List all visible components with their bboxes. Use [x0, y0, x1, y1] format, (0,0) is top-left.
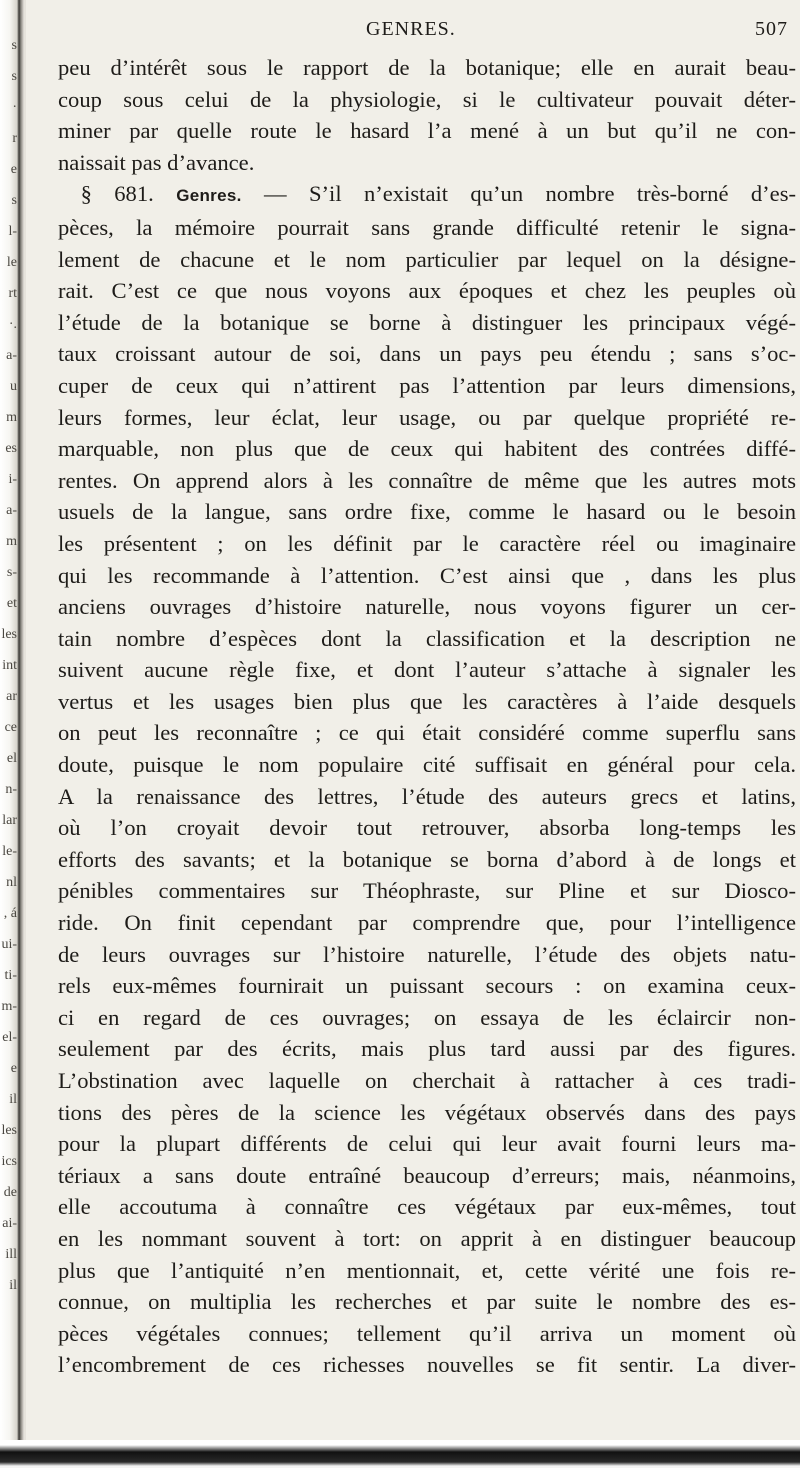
gutter-fragment: et [6, 596, 17, 611]
gutter-fragment: a- [6, 503, 17, 518]
text-line: — S’il n’existait qu’un nombre très-borné d’es- [263, 181, 797, 207]
gutter-fragment: m [6, 410, 17, 425]
text-line: tions des pères de la science les végétaux observés dans des pays [58, 1099, 796, 1125]
gutter-fragment: int [2, 658, 17, 673]
gutter-fragment: rt [8, 286, 17, 301]
page-number: 507 [755, 18, 788, 40]
text-line: pèces végétales connues; tellement qu’il arriva un moment où [58, 1320, 796, 1346]
gutter-fragment: m- [1, 999, 17, 1014]
gutter-fragment: l- [8, 224, 17, 239]
text-line: A la renaissance des lettres, l’étude des auteurs grecs et latins, [58, 783, 796, 809]
text-line: elle accoutuma à connaître ces végétaux par eux-mêmes, tout [58, 1194, 796, 1220]
gutter-fragment: s [11, 193, 17, 208]
text-line: plus que l’antiquité n’en mentionnait, et, cette vérité une fois re- [58, 1257, 796, 1283]
gutter-fragment: e [10, 162, 17, 177]
running-header [58, 12, 796, 52]
text-line: l’étude de la botanique se borne à distinguer les principaux végé- [58, 309, 796, 335]
text-line: tain nombre d’espèces dont la classification et la description ne [58, 625, 796, 651]
gutter-fragment: les [1, 627, 17, 642]
gutter-fragment: nl [6, 875, 17, 890]
text-line: doute, puisque le nom populaire cité suffisait en général pour cela. [58, 752, 796, 778]
text-line: taux croissant autour de soi, dans un pays peu étendu ; sans s’oc- [58, 341, 796, 367]
section-number: § 681. [80, 181, 154, 207]
text-line: coup sous celui de la physiologie, si le cultivateur pouvait déter- [58, 86, 796, 112]
gutter-fragment: s- [6, 565, 17, 580]
text-line: rait. C’est ce que nous voyons aux époques et chez les peuples où [58, 278, 796, 304]
gutter-fragment: s [11, 38, 17, 53]
text-line: en les nommant souvent à tort: on apprit à en distinguer beaucoup [58, 1225, 796, 1251]
text-line: miner par quelle route le hasard l’a mené à un but qu’il ne con- [58, 118, 796, 144]
text-line: anciens ouvrages d’histoire naturelle, nous voyons figurer un cer- [58, 594, 796, 620]
book-page [58, 12, 796, 1381]
section-heading-line [58, 178, 796, 212]
text-line: vertus et les usages bien plus que les caractères à l’aide desquels [58, 688, 796, 714]
gutter-fragment: ics [1, 1154, 17, 1169]
text-line: tériaux a sans doute entraîné beaucoup d’erreurs; mais, néanmoins, [58, 1162, 796, 1188]
gutter-fragment: el [6, 751, 17, 766]
text-line: leurs formes, leur éclat, leur usage, ou par quelque propriété re- [58, 404, 796, 430]
gutter-fragment: es [5, 441, 17, 456]
text-line: les présentent ; on les définit par le caractère réel ou imaginaire [58, 530, 796, 556]
gutter-fragment: il [9, 1092, 17, 1107]
gutter-fragment: · [12, 100, 17, 115]
section-label: Genres. [176, 186, 242, 206]
gutter-fragment: , á [3, 906, 17, 921]
gutter-fragment: s [11, 69, 17, 84]
text-line: usuels de la langue, sans ordre fixe, comme le hasard ou le besoin [58, 499, 796, 525]
gutter-fragment: ar [6, 689, 17, 704]
gutter-fragment: ti- [4, 968, 17, 983]
gutter-fragment: le- [2, 844, 17, 859]
text-line: L’obstination avec laquelle on cherchait à rattacher à ces tradi- [58, 1068, 796, 1093]
gutter-fragment: il [9, 1278, 17, 1293]
text-line: on peut les reconnaître ; ce qui était considéré comme superflu sans [58, 720, 796, 746]
scan-bottom-edge [0, 1440, 800, 1468]
text-line: connue, on multiplia les recherches et par suite le nombre des es- [58, 1289, 796, 1315]
text-line: suivent aucune règle fixe, et dont l’auteur s’attache à signaler les [58, 657, 796, 683]
gutter-fragment: u [10, 379, 17, 394]
text-line: naissait pas d’avance. [58, 149, 255, 175]
gutter-text-fragments [0, 30, 20, 1301]
gutter-fragment: a- [6, 348, 17, 363]
text-line: lement de chacune et le nom particulier par lequel on la désigne- [58, 246, 796, 272]
text-line: rentes. On apprend alors à les connaître de même que les autres mots [58, 467, 796, 493]
text-line: ride. On finit cependant par comprendre que, pour l’intelligence [58, 910, 796, 936]
text-line: où l’on croyait devoir tout retrouver, absorba long-temps les [58, 815, 796, 841]
text-line: ci en regard de ces ouvrages; on essaya de les éclaircir non- [58, 1004, 796, 1030]
body-text [58, 52, 796, 1381]
running-title: GENRES. [366, 18, 456, 40]
text-line: de leurs ouvrages sur l’histoire naturelle, l’étude des objets natu- [58, 941, 796, 967]
gutter-fragment: m [6, 534, 17, 549]
text-line: rels eux-mêmes fournirait un puissant secours : on examina ceux- [58, 973, 796, 999]
text-line: pèces, la mémoire pourrait sans grande difficulté retenir le signa- [58, 214, 796, 240]
text-line: peu d’intérêt sous le rapport de la botanique; elle en aurait beau- [58, 55, 796, 80]
gutter-fragment: ce [4, 720, 17, 735]
gutter-fragment: les [1, 1123, 17, 1138]
gutter-fragment: e [10, 1061, 17, 1076]
text-line: pénibles commentaires sur Théophraste, sur Pline et sur Diosco- [58, 878, 796, 904]
gutter-fragment: el- [2, 1030, 17, 1045]
previous-page-edge [0, 0, 26, 1440]
text-line: marquable, non plus que de ceux qui habitent des contrées diffé- [58, 436, 796, 462]
gutter-fragment: ui- [1, 937, 17, 952]
gutter-fragment: r [12, 131, 17, 146]
text-line: l’encombrement de ces richesses nouvelles se fit sentir. La diver- [58, 1352, 796, 1378]
text-line: cuper de ceux qui n’attirent pas l’attention par leurs dimensions, [58, 372, 796, 398]
text-line: qui les recommande à l’attention. C’est ainsi que , dans les plus [58, 562, 796, 588]
gutter-fragment: ai- [2, 1216, 17, 1231]
gutter-fragment: de [3, 1185, 17, 1200]
gutter-fragment: lar [2, 813, 17, 828]
gutter-fragment: i- [8, 472, 17, 487]
text-line: seulement par des écrits, mais plus tard aussi par des figures. [58, 1036, 796, 1062]
gutter-fragment: ill [5, 1247, 17, 1262]
gutter-fragment: ·. [8, 317, 17, 332]
text-line: pour la plupart différents de celui qui leur avait fourni leurs ma- [58, 1131, 796, 1157]
text-line: efforts des savants; et la botanique se borna d’abord à de longs et [58, 846, 796, 872]
gutter-fragment: le [6, 255, 17, 270]
gutter-fragment: n- [5, 782, 17, 797]
